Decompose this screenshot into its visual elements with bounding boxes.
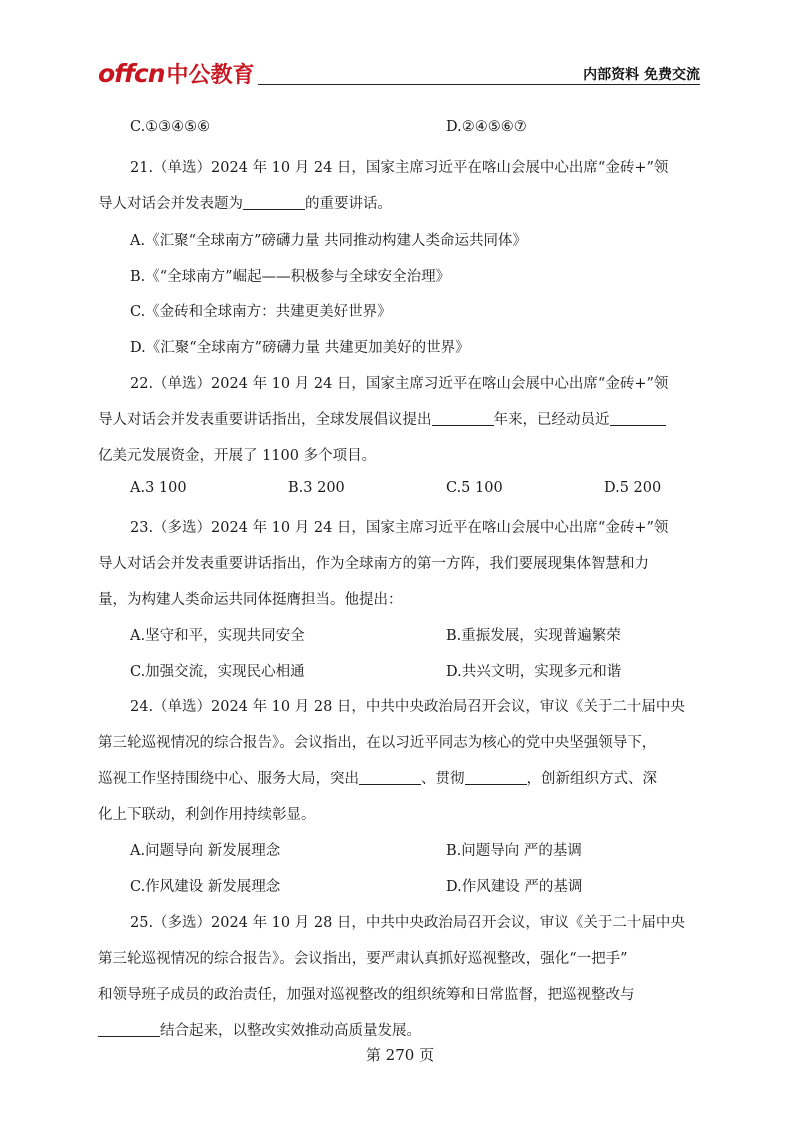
q22-option-a: A.3 100 [130, 480, 187, 496]
header-rule [258, 84, 700, 85]
q24-stem-line3: 巡视工作坚持围绕中心、服务大局，突出 、贯彻 ，创新组织方式、深 [98, 771, 657, 787]
page-header [98, 58, 700, 86]
q21-option-d: D.《汇聚“全球南方”磅礴力量 共建更加美好的世界》 [130, 340, 470, 356]
q21-option-c: C.《金砖和全球南方：共建更美好世界》 [130, 304, 392, 320]
q25-stem-line1: 25.（多选）2024 年 10 月 28 日，中共中央政治局召开会议，审议《关于二十届中央 [130, 915, 685, 931]
prev-option-d: D.②④⑤⑥⑦ [446, 119, 527, 135]
q25-stem-line4: 结合起来，以整改实效推动高质量发展。 [98, 1019, 421, 1040]
q21-option-a: A.《汇聚“全球南方”磅礴力量 共同推动构建人类命运共同体》 [130, 233, 528, 249]
q24-option-c: C.作风建设 新发展理念 [130, 879, 281, 895]
q22-stem-line2: 导人对话会并发表重要讲话指出，全球发展倡议提出 年来，已经动员近 [98, 408, 666, 429]
q21-option-b: B.《“全球南方”崛起——积极参与全球安全治理》 [130, 269, 451, 285]
q23-option-c: C.加强交流，实现民心相通 [130, 664, 305, 680]
header-note: 内部资料 免费交流 [583, 67, 700, 83]
q22-option-b: B.3 200 [288, 480, 345, 496]
logo-cn-text: 中公教育 [166, 63, 255, 88]
q22-blank-2 [610, 411, 666, 426]
q24-blank-1 [359, 770, 421, 785]
logo-en-text: offcn [98, 59, 165, 88]
q22-option-d: D.5 200 [604, 480, 662, 496]
q23-option-d: D.共兴文明，实现多元和谐 [446, 664, 622, 680]
q24-blank-2 [465, 770, 527, 785]
q24-option-b: B.问题导向 严的基调 [446, 843, 582, 859]
q23-stem-line2: 导人对话会并发表重要讲话指出，作为全球南方的第一方阵，我们要展现集体智慧和力 [98, 556, 649, 572]
q24-stem-line2: 第三轮巡视情况的综合报告》。会议指出，在以习近平同志为核心的党中央坚强领导下， [98, 735, 657, 751]
q23-option-a: A.坚守和平，实现共同安全 [130, 628, 305, 644]
q23-stem-line3: 量，为构建人类命运共同体挺膺担当。他提出： [98, 592, 403, 608]
q21-blank [243, 195, 305, 210]
q21-stem-line1: 21.（单选）2024 年 10 月 24 日，国家主席习近平在喀山会展中心出席“金砖+”领 [130, 160, 669, 176]
q24-stem-line4: 化上下联动，利剑作用持续彰显。 [98, 807, 316, 823]
q22-stem-line1: 22.（单选）2024 年 10 月 24 日，国家主席习近平在喀山会展中心出席“金砖+”领 [130, 376, 669, 392]
q23-stem-line1: 23.（多选）2024 年 10 月 24 日，国家主席习近平在喀山会展中心出席“金砖+”领 [130, 520, 669, 536]
q22-stem-line3: 亿美元发展资金，开展了 1100 多个项目。 [98, 448, 377, 464]
q24-option-d: D.作风建设 严的基调 [446, 879, 583, 895]
q21-stem-line2: 导人对话会并发表题为 的重要讲话。 [98, 196, 392, 212]
offcn-logo [98, 58, 255, 89]
q24-option-a: A.问题导向 新发展理念 [130, 843, 281, 859]
q23-option-b: B.重振发展，实现普遍繁荣 [446, 628, 621, 644]
page-number: 第 270 页 [365, 1046, 435, 1064]
q25-stem-line3: 和领导班子成员的政治责任，加强对巡视整改的组织统筹和日常监督，把巡视整改与 [98, 987, 635, 1003]
q25-stem-line2: 第三轮巡视情况的综合报告》。会议指出，要严肃认真抓好巡视整改，强化“一把手” [98, 951, 628, 967]
q22-option-c: C.5 100 [446, 480, 503, 496]
prev-option-c: C.①③④⑤⑥ [130, 119, 211, 135]
q24-stem-line1: 24.（单选）2024 年 10 月 28 日，中共中央政治局召开会议，审议《关于二十届中央 [130, 699, 685, 715]
q25-blank [98, 1022, 160, 1037]
q22-blank-1 [432, 411, 494, 426]
